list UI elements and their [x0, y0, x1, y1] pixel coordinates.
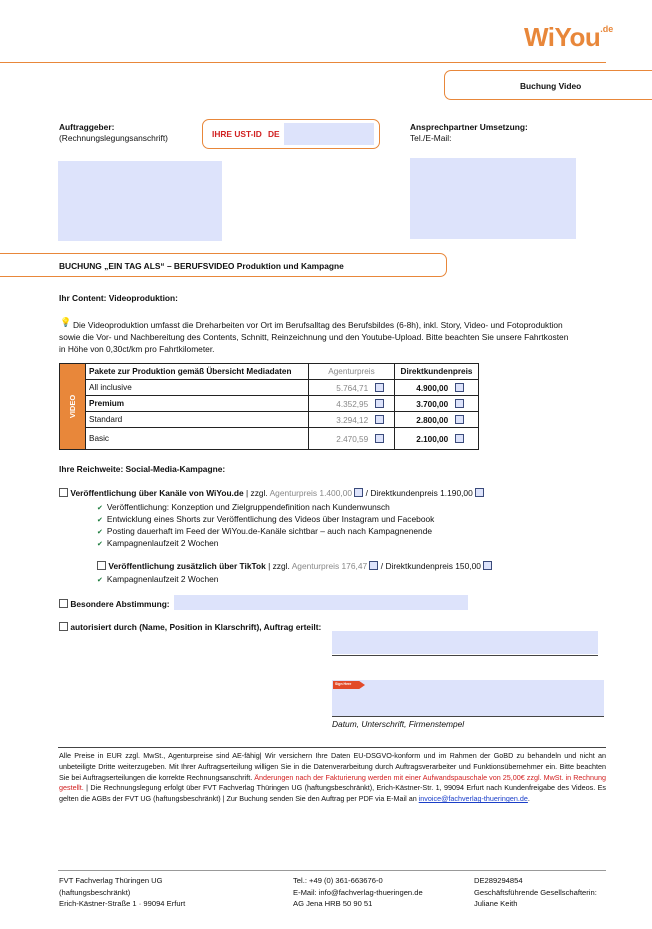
channel-agency-checkbox[interactable]	[354, 488, 363, 497]
special-checkbox[interactable]	[59, 599, 68, 608]
footer-management-label: Geschäftsführende Gesellschafterin:	[474, 887, 597, 897]
channel-agency-price: Agenturpreis 1.400,00	[269, 488, 353, 498]
agency-price: 5.764,71	[336, 383, 369, 393]
authorized-checkbox[interactable]	[59, 622, 68, 631]
channel-option	[59, 488, 484, 498]
packages-table	[59, 363, 479, 450]
packages-header-name: Pakete zur Produktion gemäß Übersicht Mediadaten	[86, 364, 309, 380]
channel-bullet: ✔ Kampagnenlaufzeit 2 Wochen	[97, 538, 218, 548]
footer-phone: Tel.: +49 (0) 361-663676-0	[293, 876, 383, 885]
client-address-field[interactable]	[58, 161, 222, 241]
tiktok-direct-checkbox[interactable]	[483, 561, 492, 570]
footer-col-company	[59, 875, 185, 910]
wiyou-logo	[524, 22, 613, 53]
legal-end: .	[527, 794, 530, 804]
vat-input[interactable]	[284, 123, 374, 145]
tiktok-option-label: Veröffentlichung zusätzlich über TikTok	[108, 561, 266, 571]
package-name: Premium	[86, 396, 309, 412]
vat-label: IHRE UST-ID	[212, 129, 262, 139]
legal-part-1: Alle Preise in EUR zzgl. MwSt., Agenturpreise sind AE-fähig| Wir versichern Ihre Daten EU-DSGVO-konform und im Rahmen der GoBD zu behandeln und nicht an unbeteiligte Dritte weiterzugeben. Mit Ihrer Auftragserteilung willigen Sie in die Datenverarbeitung durch Auftragsverarbeiter und Funktionsübernehmer ein. Bitte beachten Sie bei Auftragserteilungen die korrekte Rechnungsanschrift.	[59, 751, 606, 782]
logo-suffix: .de	[600, 24, 614, 34]
direct-price: 4.900,00	[416, 383, 449, 393]
direct-price: 3.700,00	[416, 399, 449, 409]
agency-price: 2.470,59	[336, 434, 369, 444]
channel-direct-price: / Direktkundenpreis 1.190,00	[363, 488, 473, 498]
legal-rule	[58, 747, 606, 748]
agency-price-cell	[309, 396, 395, 412]
package-name: Standard	[86, 412, 309, 428]
package-name: Basic	[86, 428, 309, 450]
client-sub-label: (Rechnungslegungsanschrift)	[59, 133, 168, 143]
logo-text: WiYou	[524, 22, 601, 52]
footer-company-address: Erich-Kästner-Straße 1 · 99094 Erfurt	[59, 899, 186, 908]
signature-field[interactable]	[332, 680, 604, 716]
channel-option-label: Veröffentlichung über Kanäle von WiYou.de	[70, 488, 244, 498]
table-row	[60, 428, 479, 450]
table-row	[60, 412, 479, 428]
booking-title: BUCHUNG „EIN TAG ALS“ – BERUFSVIDEO Produktion und Kampagne	[59, 261, 344, 271]
table-row	[60, 396, 479, 412]
agency-checkbox[interactable]	[375, 415, 384, 424]
tiktok-zzgl: | zzgl.	[265, 561, 292, 571]
channel-checkbox[interactable]	[59, 488, 68, 497]
lightbulb-icon: 💡	[60, 317, 72, 327]
contact-sub-label: Tel./E-Mail:	[410, 133, 452, 143]
video-side-label	[60, 364, 86, 450]
packages-header-direct: Direktkundenpreis	[395, 364, 479, 380]
footer-rule	[58, 870, 606, 871]
agency-price: 4.352,95	[336, 399, 369, 409]
footer-manager-name: Juliane Keith	[474, 899, 518, 908]
direct-price-cell	[395, 428, 479, 450]
direct-checkbox[interactable]	[455, 415, 464, 424]
agency-checkbox[interactable]	[375, 383, 384, 392]
legal-part-2: | Die Rechnungslegung erfolgt über FVT Fachverlag Thüringen UG (haftungsbeschränkt), Erich-Kästner-Str. 1, 99094 Erfurt nach Kundenfreigabe des Videos. Es gelten die AGBs der FVT UG (haftungsbeschränkt) | Zur Buchung senden Sie den Auftrag per PDF via E-Mail an	[59, 783, 606, 804]
legal-text	[59, 751, 606, 805]
signature-caption: Datum, Unterschrift, Firmenstempel	[332, 719, 465, 729]
special-label: Besondere Abstimmung:	[70, 599, 170, 609]
vat-prefix: DE	[268, 129, 280, 139]
footer-vat-id: DE289294854	[474, 876, 523, 885]
sign-here-text: Sign Here	[335, 682, 352, 686]
tiktok-option	[97, 561, 492, 571]
footer-company-name: FVT Fachverlag Thüringen UG	[59, 876, 163, 885]
authorized-name-line	[332, 655, 598, 656]
package-name: All inclusive	[86, 380, 309, 396]
content-heading: Ihr Content: Videoproduktion:	[59, 293, 178, 303]
content-line-3: in Höhe von 0,30ct/km pro Fahrtkilometer.	[59, 344, 215, 354]
video-side-text: VIDEO	[68, 394, 77, 419]
direct-checkbox[interactable]	[455, 434, 464, 443]
direct-checkbox[interactable]	[455, 383, 464, 392]
direct-price: 2.100,00	[416, 434, 449, 444]
agency-price-cell	[309, 380, 395, 396]
client-label: Auftraggeber:	[59, 122, 115, 132]
footer-col-management	[474, 875, 597, 910]
content-line-2: sowie die Vor- und Nachbereitung des Contents, Schnitt, Reinzeichnung und den Youtube-Upload. Bitte beachten Sie unsere Fahrtkosten	[59, 332, 569, 342]
agency-checkbox[interactable]	[375, 434, 384, 443]
special-option	[59, 599, 170, 609]
direct-price-cell	[395, 412, 479, 428]
channel-bullet: ✔ Entwicklung eines Shorts zur Veröffentlichung des Videos über Instagram und Facebook	[97, 514, 434, 524]
footer-company-type: (haftungsbeschränkt)	[59, 887, 131, 897]
packages-header-agency: Agenturpreis	[309, 364, 395, 380]
header-rule	[0, 62, 606, 63]
agency-price: 3.294,12	[336, 415, 369, 425]
direct-price-cell	[395, 396, 479, 412]
direct-checkbox[interactable]	[455, 399, 464, 408]
tiktok-checkbox[interactable]	[97, 561, 106, 570]
channel-direct-checkbox[interactable]	[475, 488, 484, 497]
agency-price-cell	[309, 428, 395, 450]
footer-register: AG Jena HRB 50 90 51	[293, 899, 373, 908]
legal-red-note: Änderungen nach der Fakturierung werden mit einer Aufwandspauschale von 25,00€ zzgl. MwSt. in Rechnung gestellt.	[59, 772, 606, 793]
footer-col-contact	[293, 875, 423, 910]
special-input[interactable]	[174, 595, 468, 610]
agency-price-cell	[309, 412, 395, 428]
contact-field[interactable]	[410, 158, 576, 239]
direct-price-cell	[395, 380, 479, 396]
tiktok-direct-price: / Direktkundenpreis 150,00	[378, 561, 481, 571]
contact-label: Ansprechpartner Umsetzung:	[410, 122, 528, 132]
signature-line	[332, 716, 604, 717]
authorized-name-input[interactable]	[332, 631, 598, 654]
channel-bullet: ✔ Posting dauerhaft im Feed der WiYou.de-Kanäle sichtbar – auch nach Kampagnenende	[97, 526, 432, 536]
direct-price: 2.800,00	[416, 415, 449, 425]
header-tab-title: Buchung Video	[520, 81, 582, 91]
channel-zzgl: | zzgl.	[243, 488, 270, 498]
authorized-label: autorisiert durch (Name, Position in Klarschrift), Auftrag erteilt:	[70, 622, 322, 632]
tiktok-agency-price: Agenturpreis 176,47	[291, 561, 368, 571]
agency-checkbox[interactable]	[375, 399, 384, 408]
channel-bullet: ✔ Veröffentlichung: Konzeption und Zielgruppendefinition nach Kundenwunsch	[97, 502, 390, 512]
reach-heading: Ihre Reichweite: Social-Media-Kampagne:	[59, 464, 226, 474]
table-row	[60, 380, 479, 396]
tiktok-bullet: ✔ Kampagnenlaufzeit 2 Wochen	[97, 574, 218, 584]
authorized-option	[59, 622, 321, 632]
content-line-1: Die Videoproduktion umfasst die Dreharbeiten vor Ort im Berufsalltag des Berufsbildes (6-8h), inkl. Story, Video- und Fotoproduktion	[73, 320, 563, 330]
footer-email: E-Mail: info@fachverlag-thueringen.de	[293, 887, 423, 897]
invoice-email-link[interactable]: invoice@fachverlag-thueringen.de	[418, 794, 528, 804]
